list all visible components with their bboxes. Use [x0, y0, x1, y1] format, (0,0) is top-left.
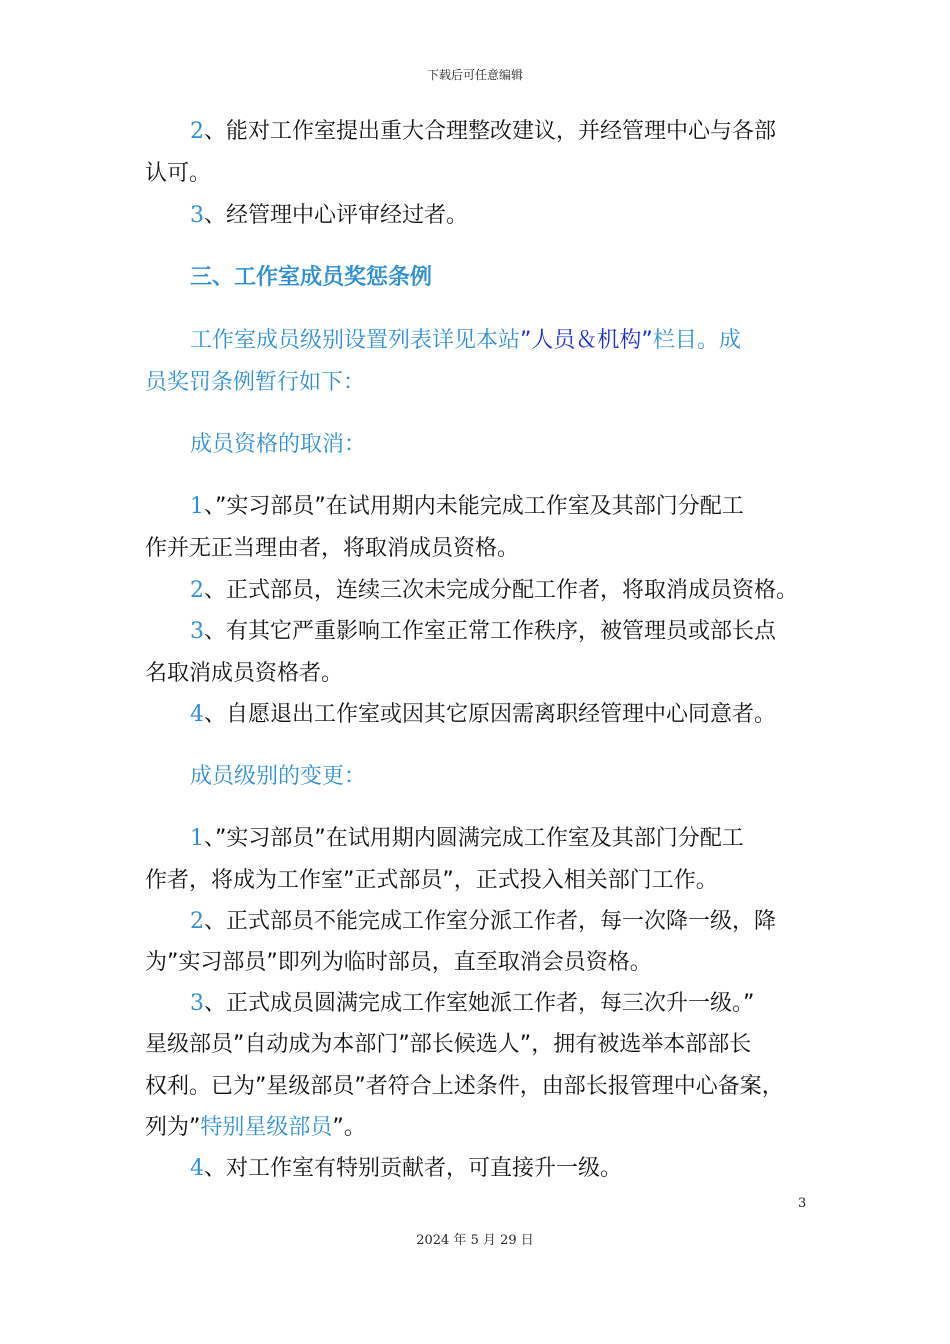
line-text: 作并无正当理由者，将取消成员资格。 [145, 536, 520, 561]
item-number: 3 [190, 619, 204, 644]
doc-line [145, 534, 519, 564]
page-header: 下载后可任意编辑 [426, 68, 523, 82]
subheading [190, 430, 366, 460]
line-text: 成员资格的取消： [190, 432, 367, 457]
section-heading: 三、工作室成员奖惩条例 [190, 265, 433, 290]
doc-line [190, 117, 776, 147]
item-number: 1 [190, 826, 204, 851]
line-text: 、正式成员圆满完成工作室她派工作者，每三次升一级。” [204, 991, 755, 1016]
item-number: 3 [190, 203, 204, 228]
doc-line [145, 948, 652, 978]
line-text: 、对工作室有特别贡献者，可直接升一级。 [204, 1156, 623, 1181]
item-number: 3 [190, 991, 204, 1016]
line-link-text: ”人员＆机构” [520, 328, 653, 353]
item-number: 4 [190, 1156, 204, 1181]
line-text: 权利。已为”星级部员”者符合上述条件，由部长报管理中心备案， [145, 1074, 784, 1099]
doc-line [190, 492, 744, 522]
doc-line [190, 201, 468, 231]
doc-line [145, 1030, 751, 1060]
highlighted-term: 特别星级部员 [200, 1115, 333, 1140]
line-text: 栏目。成 [652, 328, 741, 353]
line-text: 、有其它严重影响工作室正常工作秩序，被管理员或部长点 [204, 619, 777, 644]
doc-line [190, 824, 744, 854]
line-text: 、”实习部员”在试用期内圆满完成工作室及其部门分配工 [204, 826, 744, 851]
line-text: 成员级别的变更： [190, 764, 367, 789]
line-text: 为”实习部员”即列为临时部员，直至取消会员资格。 [145, 950, 652, 975]
line-text: 、”实习部员”在试用期内未能完成工作室及其部门分配工 [204, 494, 744, 519]
doc-line [190, 700, 776, 730]
line-text: 列为” [145, 1115, 201, 1140]
doc-line [190, 989, 754, 1019]
line-text: 认可。 [145, 161, 212, 186]
line-text: 工作室成员级别设置列表详见本站 [190, 328, 521, 353]
line-text: 、能对工作室提出重大合理整改建议，并经管理中心与各部 [204, 119, 777, 144]
line-text: 、经管理中心评审经过者。 [204, 203, 469, 228]
page-number: 3 [798, 1196, 807, 1211]
item-number: 2 [190, 578, 204, 603]
page-footer-date: 2024 年 5 月 29 日 [416, 1233, 534, 1248]
doc-line [190, 576, 798, 606]
line-text: 作者，将成为工作室”正式部员”，正式投入相关部门工作。 [145, 868, 718, 893]
line-text: 、自愿退出工作室或因其它原因需离职经管理中心同意者。 [204, 702, 777, 727]
line-text: 、正式部员不能完成工作室分派工作者，每一次降一级，降 [204, 909, 777, 934]
doc-line [145, 1113, 366, 1143]
line-text: 名取消成员资格者。 [145, 661, 344, 686]
item-number: 4 [190, 702, 204, 727]
doc-line [190, 907, 776, 937]
doc-line [190, 326, 741, 356]
doc-line [145, 659, 343, 689]
line-text: 星级部员”自动成为本部门”部长候选人”，拥有被选举本部部长 [145, 1032, 752, 1057]
item-number: 1 [190, 494, 204, 519]
doc-line [145, 1072, 784, 1102]
item-number: 2 [190, 909, 204, 934]
doc-line [190, 617, 776, 647]
item-number: 2 [190, 119, 204, 144]
subheading [190, 762, 366, 792]
doc-line [190, 1154, 622, 1184]
line-text: ”。 [332, 1115, 366, 1140]
line-text: 、正式部员，连续三次未完成分配工作者，将取消成员资格。 [204, 578, 799, 603]
doc-line [145, 368, 365, 398]
line-text: 员奖罚条例暂行如下： [145, 370, 366, 395]
doc-line [145, 866, 718, 896]
doc-line [145, 159, 211, 189]
